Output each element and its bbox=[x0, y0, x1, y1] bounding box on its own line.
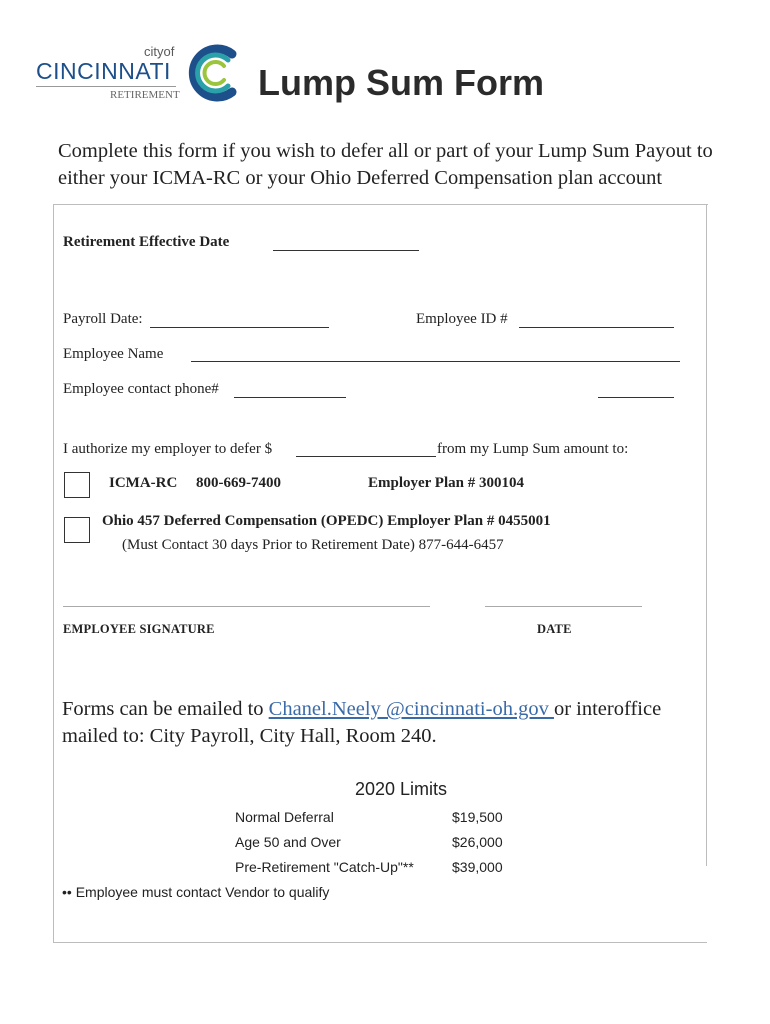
payroll-date-field[interactable] bbox=[150, 327, 329, 328]
retirement-date-label: Retirement Effective Date bbox=[63, 234, 230, 250]
logo-cityof: cityof bbox=[144, 44, 175, 59]
intro-text: Complete this form if you wish to defer all or part of your Lump Sum Payout to either your ICMA-RC or your Ohio Deferred Compensation plan account bbox=[58, 140, 713, 189]
defer-amount-field[interactable] bbox=[296, 456, 436, 457]
logo-rule bbox=[36, 86, 176, 87]
retirement-date-field[interactable] bbox=[273, 250, 419, 251]
employee-name-label: Employee Name bbox=[63, 346, 164, 362]
signature-line[interactable] bbox=[63, 606, 430, 607]
limit-row-value: $26,000 bbox=[452, 834, 503, 850]
date-label: DATE bbox=[537, 622, 572, 636]
city-logo bbox=[36, 40, 246, 110]
employee-name-field[interactable] bbox=[191, 361, 680, 362]
ohio-457-note: (Must Contact 30 days Prior to Retirement Date) 877-644-6457 bbox=[122, 537, 504, 553]
logo-retirement: RETIREMENT bbox=[110, 89, 180, 101]
logo-c-mark-icon bbox=[182, 42, 244, 104]
limit-row-label: Age 50 and Over bbox=[235, 834, 341, 850]
contact-phone-extra-field[interactable] bbox=[598, 397, 674, 398]
date-line[interactable] bbox=[485, 606, 642, 607]
employee-id-field[interactable] bbox=[519, 327, 674, 328]
icma-rc-plan: Employer Plan # 300104 bbox=[368, 475, 524, 491]
form-box-right-border bbox=[706, 204, 707, 866]
contact-phone-label: Employee contact phone# bbox=[63, 381, 219, 397]
email-instructions bbox=[62, 696, 702, 750]
icma-rc-label: ICMA-RC bbox=[109, 475, 178, 491]
page-title: Lump Sum Form bbox=[258, 62, 544, 103]
ohio-457-checkbox[interactable] bbox=[64, 517, 90, 543]
email-prefix: Forms can be emailed to bbox=[62, 698, 269, 720]
limit-row-label: Normal Deferral bbox=[235, 809, 334, 825]
payroll-date-label: Payroll Date: bbox=[63, 311, 143, 327]
contact-phone-field[interactable] bbox=[234, 397, 346, 398]
signature-label: EMPLOYEE SIGNATURE bbox=[63, 622, 215, 636]
limit-row-value: $19,500 bbox=[452, 809, 503, 825]
limits-title: 2020 Limits bbox=[355, 779, 448, 799]
icma-rc-checkbox[interactable] bbox=[64, 472, 90, 498]
vendor-note: •• Employee must contact Vendor to qualify bbox=[62, 884, 330, 900]
authorize-prefix: I authorize my employer to defer $ bbox=[63, 441, 273, 457]
email-link[interactable]: Chanel.Neely @cincinnati-oh.gov bbox=[268, 698, 554, 720]
icma-rc-phone: 800-669-7400 bbox=[196, 475, 281, 491]
logo-city-name: CINCINNATI bbox=[36, 58, 171, 84]
limit-row-value: $39,000 bbox=[452, 859, 503, 875]
employee-id-label: Employee ID # bbox=[416, 311, 508, 327]
form-box bbox=[53, 204, 708, 943]
ohio-457-label: Ohio 457 Deferred Compensation (OPEDC) Employer Plan # 0455001 bbox=[102, 513, 551, 529]
email-suffix: or interoffice mailed to: City Payroll, City Hall, Room 240. bbox=[62, 698, 662, 747]
form-box-bottom-border bbox=[53, 942, 707, 943]
authorize-suffix: from my Lump Sum amount to: bbox=[437, 441, 629, 457]
limit-row-label: Pre-Retirement "Catch-Up"** bbox=[235, 859, 414, 875]
